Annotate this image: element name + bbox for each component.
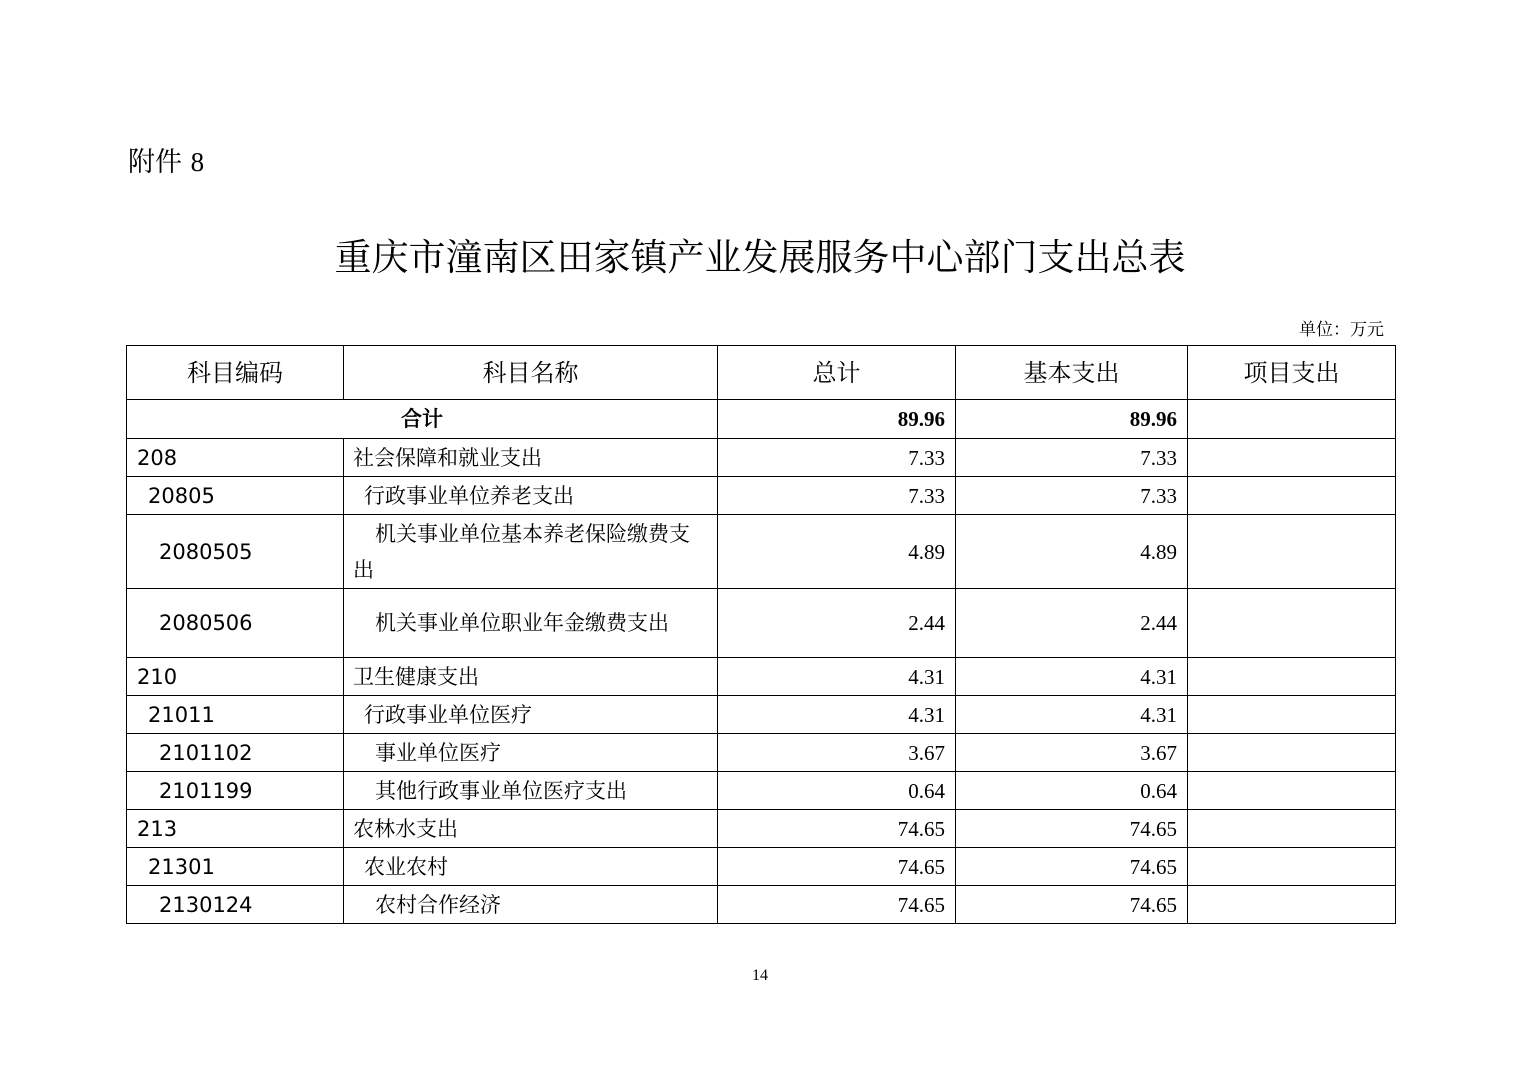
expenditure-table [126, 345, 1396, 924]
row-name: 农林水支出 [344, 810, 718, 848]
header-total: 总计 [718, 346, 956, 400]
total-project [1188, 400, 1396, 439]
page-number: 14 [752, 967, 768, 984]
row-basic: 4.31 [956, 696, 1188, 734]
row-basic: 2.44 [956, 589, 1188, 658]
attachment-number: 8 [190, 147, 205, 177]
row-name: 事业单位医疗 [344, 734, 718, 772]
row-code: 21301 [127, 848, 344, 886]
row-project [1188, 477, 1396, 515]
row-basic: 7.33 [956, 439, 1188, 477]
row-code: 2080505 [127, 515, 344, 589]
row-name: 农业农村 [344, 848, 718, 886]
row-project [1188, 658, 1396, 696]
table-row [127, 886, 1396, 924]
row-total: 4.89 [718, 515, 956, 589]
header-project: 项目支出 [1188, 346, 1396, 400]
header-name: 科目名称 [344, 346, 718, 400]
row-basic: 74.65 [956, 810, 1188, 848]
row-total: 7.33 [718, 477, 956, 515]
row-name: 行政事业单位医疗 [344, 696, 718, 734]
table-row [127, 658, 1396, 696]
row-name: 其他行政事业单位医疗支出 [344, 772, 718, 810]
row-project [1188, 734, 1396, 772]
row-name: 农村合作经济 [344, 886, 718, 924]
row-project [1188, 810, 1396, 848]
total-amount: 89.96 [718, 400, 956, 439]
table-row [127, 810, 1396, 848]
row-project [1188, 848, 1396, 886]
row-name: 行政事业单位养老支出 [344, 477, 718, 515]
row-code: 2080506 [127, 589, 344, 658]
row-project [1188, 515, 1396, 589]
row-total: 74.65 [718, 848, 956, 886]
row-basic: 74.65 [956, 886, 1188, 924]
row-code: 213 [127, 810, 344, 848]
row-project [1188, 439, 1396, 477]
row-total: 4.31 [718, 658, 956, 696]
total-label: 合计 [127, 400, 718, 439]
row-basic: 4.89 [956, 515, 1188, 589]
attachment-text: 附件 [128, 147, 182, 178]
total-basic: 89.96 [956, 400, 1188, 439]
row-total: 74.65 [718, 810, 956, 848]
row-total: 74.65 [718, 886, 956, 924]
row-code: 2101199 [127, 772, 344, 810]
row-name: 机关事业单位职业年金缴费支出 [344, 589, 718, 658]
table-row [127, 439, 1396, 477]
unit-label: 单位：万元 [1299, 320, 1384, 340]
row-total: 2.44 [718, 589, 956, 658]
attachment-label [128, 140, 204, 185]
table-row [127, 477, 1396, 515]
row-name: 机关事业单位基本养老保险缴费支出 [344, 515, 718, 589]
row-basic: 74.65 [956, 848, 1188, 886]
row-total: 4.31 [718, 696, 956, 734]
row-total: 3.67 [718, 734, 956, 772]
row-project [1188, 886, 1396, 924]
table-row [127, 772, 1396, 810]
row-name: 社会保障和就业支出 [344, 439, 718, 477]
row-project [1188, 589, 1396, 658]
row-basic: 4.31 [956, 658, 1188, 696]
header-basic: 基本支出 [956, 346, 1188, 400]
table-row [127, 515, 1396, 589]
total-row [127, 400, 1396, 439]
row-project [1188, 772, 1396, 810]
header-code: 科目编码 [127, 346, 344, 400]
row-name: 卫生健康支出 [344, 658, 718, 696]
row-total: 7.33 [718, 439, 956, 477]
row-project [1188, 696, 1396, 734]
row-code: 210 [127, 658, 344, 696]
table-header-row [127, 346, 1396, 400]
table-row [127, 696, 1396, 734]
table-row [127, 848, 1396, 886]
table-row [127, 589, 1396, 658]
row-code: 20805 [127, 477, 344, 515]
row-code: 21011 [127, 696, 344, 734]
table-row [127, 734, 1396, 772]
document-title: 重庆市潼南区田家镇产业发展服务中心部门支出总表 [334, 236, 1186, 279]
row-code: 2101102 [127, 734, 344, 772]
row-basic: 3.67 [956, 734, 1188, 772]
row-code: 2130124 [127, 886, 344, 924]
row-basic: 0.64 [956, 772, 1188, 810]
row-total: 0.64 [718, 772, 956, 810]
row-code: 208 [127, 439, 344, 477]
row-basic: 7.33 [956, 477, 1188, 515]
